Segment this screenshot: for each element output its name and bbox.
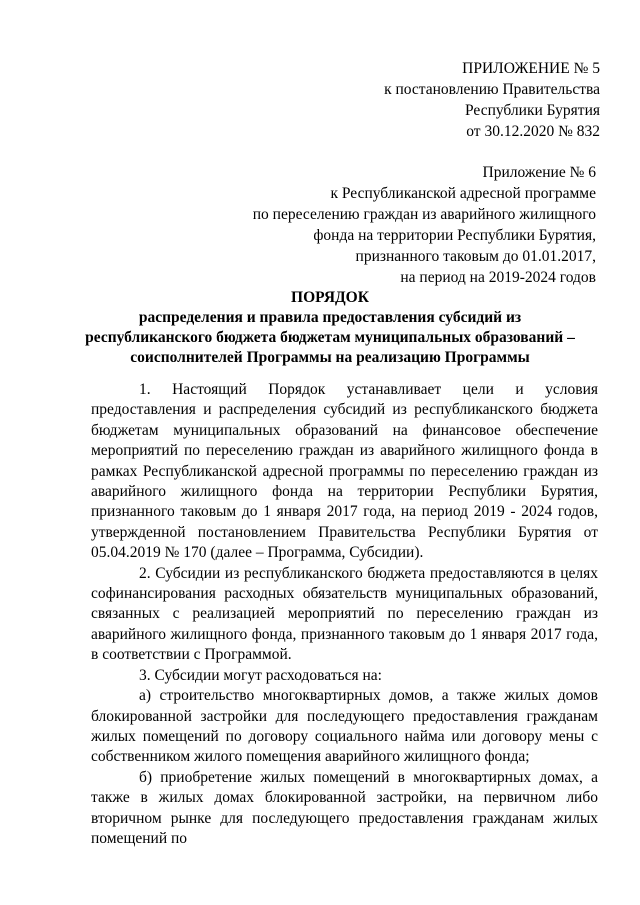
appendix-5-line-2: к постановлению Правительства [384,81,600,98]
appendix-6-line-2: к Республиканской адресной программе [330,185,596,202]
appendix-6-line-4: фонда на территории Республики Бурятия, [313,227,596,244]
appendix-5-header [384,58,600,142]
paragraph-1: 1. Настоящий Порядок устанавливает цели и условия предоставления и распределения субсидий из республиканского бюджета бюджетам муниципальных образований на финансовое обеспечение мероприятий по переселению граждан из аварийного жилищного фонда в рамках Республиканской адресной программы по переселению граждан из аварийного жилищного фонда на территории Республики Бурятия, признанного таковым до 1 января 2017 года, на период 2019 - 2024 годов, утвержденной постановлением Правительства Республики Бурятия от 05.04.2019 № 170 (далее – Программа, Субсидии). [91,381,598,562]
title-line-2: республиканского бюджета бюджетам муниципальных образований – [85,329,575,346]
appendix-5-date: от 30.12.2020 № 832 [466,123,600,140]
paragraph-3b: б) приобретение жилых помещений в многоквартирных домах, а также в жилых домах блокированной застройки, на первичном либо вторичном рынке для последующего предоставления гражданам жилых помещений по [91,768,598,847]
title-heading: ПОРЯДОК [291,289,369,306]
title-line-1: распределения и правила предоставления субсидий из [138,309,522,326]
appendix-6-line-5: признанного таковым до 01.01.2017, [355,248,596,265]
document-body [91,380,598,849]
appendix-6-line-3: по переселению граждан из аварийного жилищного [252,206,596,223]
title-line-3: соисполнителей Программы на реализацию Программы [130,349,530,366]
paragraph-2: 2. Субсидии из республиканского бюджета предоставляются в целях софинансирования расходных обязательств муниципальных образований, связанных с реализацией мероприятий по переселению граждан из аварийного жилищного фонда, признанного таковым до 1 января 2017 года, в соответствии с Программой. [91,564,598,664]
appendix-5-title: ПРИЛОЖЕНИЕ № 5 [462,60,600,77]
appendix-6-header [253,162,596,288]
document-title [60,288,600,368]
paragraph-3: 3. Субсидии могут расходоваться на: [139,666,382,684]
appendix-5-line-3: Республики Бурятия [465,102,600,119]
paragraph-3a: а) строительство многоквартирных домов, а также жилых домов блокированной застройки для последующего предоставления гражданам жилых помещений по договору социального найма или договору мены с собственником жилого помещения аварийного жилищного фонда; [91,687,598,766]
appendix-6-title: Приложение № 6 [482,164,596,181]
appendix-6-line-6: на период на 2019-2024 годов [400,269,596,286]
